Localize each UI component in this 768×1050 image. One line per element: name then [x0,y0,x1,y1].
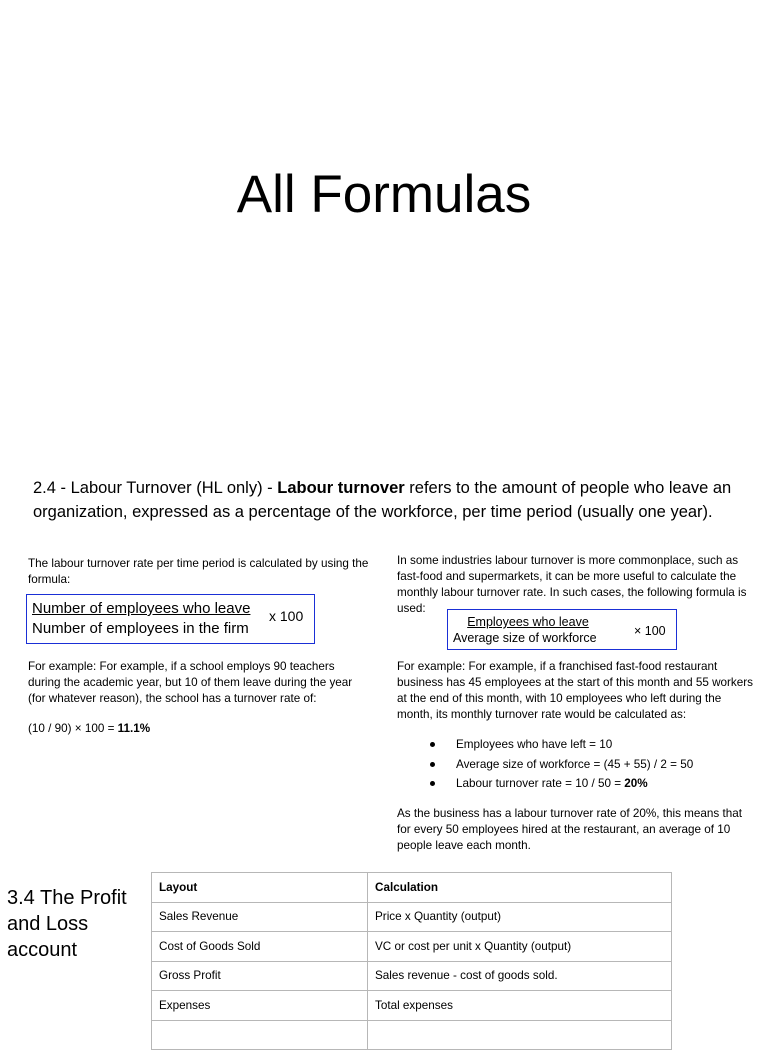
calculation-bullets [430,737,693,796]
section-number-label: 2.4 - Labour Turnover (HL only) - [33,479,278,497]
bullet-text: Employees who have left = 10 [456,738,613,751]
table-cell: Gross Profit [152,961,368,991]
bullet-bold-value: 20% [624,777,648,790]
result-value: 11.1% [117,722,151,735]
formula-multiplier: × 100 [634,624,666,638]
bullet-text: Average size of workforce = (45 + 55) / 2 = 50 [456,757,694,771]
term-bold: Labour turnover [277,479,405,497]
table-header-row [152,873,672,903]
right-intro-text: In some industries labour turnover is more commonplace, such as fast-food and supermarkets, it can be more useful to calculate the monthly labour turnover rate. In such cases, the following formula is used: [397,554,747,615]
list-item [430,776,693,796]
left-result [28,721,150,737]
table-row [152,932,672,962]
right-conclusion: As the business has a labour turnover rate of 20%, this means that for every 50 employees hired at the restaurant, an average of 10 people leave each month. [397,807,742,852]
table-row [152,902,672,932]
definition-text: refers to the amount of people who leave an organization, expressed as a percentage of the workforce, per time period (usually one year). [33,479,732,521]
list-item [430,757,693,777]
table-cell [152,1020,368,1050]
table-cell: Sales Revenue [152,902,368,932]
table-cell: Price x Quantity (output) [368,902,672,932]
left-column-intro [28,556,373,588]
left-example: For example: For example, if a school employs 90 teachers during the academic year, but 10 of them leave during the year (for whatever reason), the school has a turnover rate of: [28,660,353,705]
right-formula-box [447,609,677,650]
right-column-intro [397,553,753,617]
formula-numerator: Employees who leave [467,615,589,629]
bullet-text: Labour turnover rate = 10 / 50 = [456,777,625,790]
result-expression: (10 / 90) × 100 = [28,722,118,735]
formula-denominator: Average size of workforce [453,631,597,645]
table-row [152,1020,672,1050]
list-item [430,737,693,757]
formula-denominator: Number of employees in the firm [32,620,249,637]
table-cell: Total expenses [368,991,672,1021]
bullet-icon [430,781,435,786]
page-title: All Formulas [236,165,532,224]
table-cell: Expenses [152,991,368,1021]
table-cell: Sales revenue - cost of goods sold. [368,961,672,991]
left-intro-text: The labour turnover rate per time period is calculated by using the formula: [28,557,369,586]
labour-turnover-intro [33,477,748,524]
formula-multiplier: x 100 [269,608,304,624]
profit-loss-heading: 3.4 The Profit and Loss account [7,887,127,961]
left-formula-box [26,594,315,644]
column-header-layout: Layout [152,873,368,903]
table-cell: Cost of Goods Sold [152,932,368,962]
profit-loss-table [151,872,672,1050]
right-example: For example: For example, if a franchised fast-food restaurant business has 45 employees at the start of this month and 55 workers at the end of this month, with 10 employees who left during the month, its monthly turnover rate would be calculated as: [397,660,754,721]
table-row [152,961,672,991]
bullet-icon [430,762,435,767]
table-cell [368,1020,672,1050]
table-cell: VC or cost per unit x Quantity (output) [368,932,672,962]
column-header-calculation: Calculation [368,873,672,903]
bullet-icon [430,742,435,747]
table-row [152,991,672,1021]
formula-numerator: Number of employees who leave [32,600,251,617]
